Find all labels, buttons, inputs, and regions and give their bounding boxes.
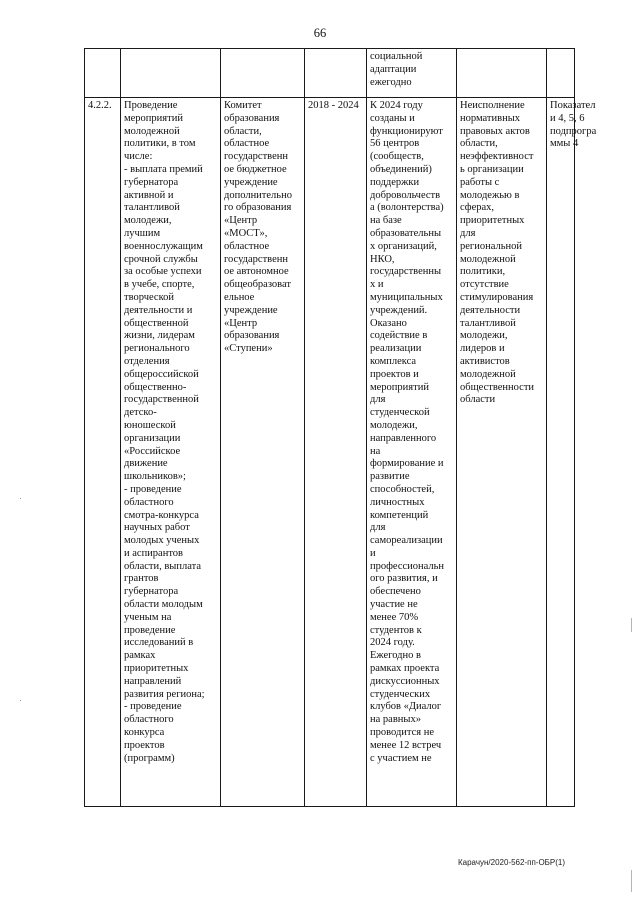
text-line: отделения <box>124 355 170 367</box>
text-line: в учебе, спорте, <box>124 279 195 291</box>
text-line: созданы и <box>370 112 415 124</box>
text-line: на <box>370 445 381 457</box>
cell-responsible <box>221 98 305 807</box>
text-line: лидеров и <box>460 343 505 355</box>
text-line: детско- <box>124 407 157 419</box>
text-line: (сообществ, <box>370 151 424 163</box>
text-line: х и <box>370 279 384 291</box>
text-line: на равных» <box>370 714 421 726</box>
cell-result <box>367 98 457 807</box>
text-line: формирование и <box>370 458 444 470</box>
cell-activity <box>121 49 221 98</box>
text-line: ого развития, и <box>370 573 438 585</box>
text-line: мероприятий <box>124 112 183 124</box>
text-line: творческой <box>124 291 175 303</box>
text-line: способностей, <box>370 483 435 495</box>
text-line: проектов <box>124 739 165 751</box>
text-line: «Центр <box>224 215 258 227</box>
text-line: деятельности и <box>124 304 193 316</box>
text-line: общероссийской <box>124 368 199 380</box>
text-line: активной и <box>124 189 174 201</box>
text-line: научных работ <box>124 522 190 534</box>
text-line: студенческой <box>370 407 430 419</box>
text-line: ученым на <box>124 611 172 623</box>
text-line: ежегодно <box>370 76 412 88</box>
text-line: го образования <box>224 202 292 214</box>
text-line: стимулирования <box>460 291 534 303</box>
text-line: обеспечено <box>370 586 421 598</box>
cell-indicators <box>547 98 597 807</box>
text-line: мероприятий <box>370 381 429 393</box>
text-line: лучшим <box>124 227 161 239</box>
table-row <box>85 49 575 98</box>
text-line: организации <box>124 432 181 444</box>
text-line: правовых актов <box>460 125 530 137</box>
text-line: и аспирантов <box>124 547 183 559</box>
text-line: направленного <box>370 432 437 444</box>
text-line: неэффективност <box>460 151 534 163</box>
cell-indicators <box>547 49 575 98</box>
text-line: работы с <box>460 176 500 188</box>
text-line: ммы 4 <box>550 138 579 150</box>
text-line: образования <box>224 330 280 342</box>
text-line: личностных <box>370 496 425 508</box>
text-line: губернатора <box>124 586 179 598</box>
text-line: рамках проекта <box>370 663 440 675</box>
text-line: активистов <box>460 355 510 367</box>
text-line: поддержки <box>370 176 420 188</box>
text-line: движение <box>124 458 168 470</box>
text-line: общеобразоват <box>224 279 291 291</box>
cell-period <box>305 49 367 98</box>
text-line: «МОСТ», <box>224 227 268 239</box>
text-line: деятельности <box>460 304 521 316</box>
text-line: государственной <box>124 394 199 406</box>
text-line: проведение <box>124 624 176 636</box>
text-line: а (волонтерства) <box>370 202 444 214</box>
text-line: молодежи, <box>124 215 172 227</box>
text-line: ь организации <box>460 163 524 175</box>
text-line: и <box>370 547 376 559</box>
text-line: военнослужащим <box>124 240 203 252</box>
text-line: молодежной <box>460 253 516 265</box>
text-line: ельное <box>224 291 255 303</box>
text-line: проводится не <box>370 727 435 739</box>
text-line: грантов <box>124 573 159 585</box>
text-line: х организаций, <box>370 240 437 252</box>
text-line: комплекса <box>370 355 417 367</box>
text-line: профессиональн <box>370 560 445 572</box>
text-line: направлений <box>124 675 182 687</box>
text-line: с участием не <box>370 752 432 764</box>
text-line: (программ) <box>124 752 175 764</box>
cell-responsible <box>221 49 305 98</box>
text-line: учреждение <box>224 304 278 316</box>
cell-period <box>305 98 367 807</box>
text-line: молодых ученых <box>124 535 200 547</box>
text-line: государственн <box>224 151 288 163</box>
text-line: проектов и <box>370 368 419 380</box>
footer-code: Карачун/2020-562-пп-ОБР(1) <box>458 858 566 867</box>
text-line: сферах, <box>460 202 495 214</box>
text-line: областное <box>224 240 270 252</box>
text-line: государственны <box>370 266 442 278</box>
text-line: Оказано <box>370 317 407 329</box>
text-line: Показател <box>550 100 596 111</box>
text-line: политики, в том <box>124 138 196 150</box>
text-line: студентов к <box>370 624 422 636</box>
text-line: молодежи, <box>370 419 418 431</box>
text-line: менее 12 встреч <box>370 739 442 751</box>
text-line: юношеской <box>124 419 176 431</box>
text-line: срочной службы <box>124 253 198 265</box>
text-line: 4.2.2. <box>88 100 112 111</box>
text-line: компетенций <box>370 509 429 521</box>
text-line: молодежной <box>460 368 516 380</box>
text-line: регионального <box>124 343 190 355</box>
text-line: участие не <box>370 599 418 611</box>
text-line: государственн <box>224 253 288 265</box>
text-line: реализации <box>370 343 422 355</box>
text-line: за особые успехи <box>124 266 202 278</box>
text-line: социальной <box>370 51 423 62</box>
text-line: области, выплата <box>124 560 201 572</box>
text-line: общественности <box>460 381 535 393</box>
text-line: добровольчеств <box>370 189 441 201</box>
text-line: исследований в <box>124 637 194 649</box>
text-line: самореализации <box>370 535 443 547</box>
text-line: Неисполнение <box>460 100 525 111</box>
text-line: областного <box>124 496 174 508</box>
text-line: школьников»; <box>124 471 186 483</box>
text-line: - проведение <box>124 701 182 713</box>
text-line: Ежегодно в <box>370 650 421 662</box>
cell-risks <box>457 49 547 98</box>
text-line: для <box>370 522 386 534</box>
text-line: учреждений. <box>370 304 428 316</box>
text-line: талантливой <box>460 317 516 329</box>
cell-risks <box>457 98 547 807</box>
text-line: образования <box>224 112 280 124</box>
text-line: смотра-конкурса <box>124 509 199 521</box>
text-line: и 4, 5, 6 <box>550 112 585 124</box>
text-line: подпрогра <box>550 125 597 137</box>
cell-activity <box>121 98 221 807</box>
text-line: губернатора <box>124 176 179 188</box>
text-line: на базе <box>370 215 402 227</box>
text-line: нормативных <box>460 112 521 124</box>
text-line: студенческих <box>370 688 431 700</box>
text-line: адаптации <box>370 63 417 75</box>
text-line: конкурса <box>124 727 165 739</box>
text-line: молодежной <box>124 125 180 137</box>
text-line: К 2024 году <box>370 100 423 111</box>
scan-dot <box>20 498 21 499</box>
text-line: образовательны <box>370 227 441 239</box>
scan-edge-mark <box>631 870 632 892</box>
text-line: НКО, <box>370 253 395 265</box>
text-line: ое бюджетное <box>224 163 287 175</box>
text-line: области молодым <box>124 599 203 611</box>
text-line: ое автономное <box>224 266 289 278</box>
text-line: содействие в <box>370 330 428 342</box>
table-row <box>85 98 575 807</box>
program-table <box>84 48 597 807</box>
text-line: региональной <box>460 240 522 252</box>
text-line: клубов «Диалог <box>370 701 442 713</box>
text-line: рамках <box>124 650 156 662</box>
text-line: Проведение <box>124 100 178 111</box>
text-line: «Ступени» <box>224 343 273 355</box>
text-line: молодежи, <box>460 330 508 342</box>
text-line: «Российское <box>124 445 181 457</box>
text-line: области, <box>460 138 498 150</box>
text-line: учреждение <box>224 176 278 188</box>
text-line: для <box>460 227 476 239</box>
text-line: развитие <box>370 471 410 483</box>
cell-result <box>367 49 457 98</box>
text-line: 56 центров <box>370 138 420 150</box>
text-line: - выплата премий <box>124 163 203 175</box>
text-line: талантливой <box>124 202 180 214</box>
page-number: 66 <box>313 26 327 40</box>
text-line: общественной <box>124 317 189 329</box>
text-line: «Центр <box>224 317 258 329</box>
text-line: муниципальных <box>370 291 443 303</box>
text-line: молодежью в <box>460 189 520 201</box>
cell-number <box>85 49 121 98</box>
scan-dot <box>20 700 21 701</box>
cell-number <box>85 98 121 807</box>
text-line: политики, <box>460 266 506 278</box>
text-line: менее 70% <box>370 611 419 623</box>
text-line: 2018 - 2024 <box>308 100 359 111</box>
text-line: Комитет <box>224 100 262 111</box>
text-line: числе: <box>124 151 153 163</box>
text-line: отсутствие <box>460 279 509 291</box>
text-line: жизни, лидерам <box>124 330 195 342</box>
text-line: для <box>370 394 386 406</box>
text-line: дискуссионных <box>370 675 440 687</box>
text-line: объединений) <box>370 163 432 175</box>
text-line: приоритетных <box>124 663 189 675</box>
text-line: 2024 году. <box>370 637 415 649</box>
text-line: общественно- <box>124 381 187 393</box>
text-line: - проведение <box>124 483 182 495</box>
text-line: области <box>460 394 496 406</box>
text-line: развития региона; <box>124 688 205 700</box>
scan-edge-mark <box>631 618 632 632</box>
text-line: приоритетных <box>460 215 525 227</box>
text-line: области, <box>224 125 262 137</box>
text-line: функционируют <box>370 125 443 137</box>
text-line: областного <box>124 714 174 726</box>
text-line: дополнительно <box>224 189 292 201</box>
text-line: областное <box>224 138 270 150</box>
